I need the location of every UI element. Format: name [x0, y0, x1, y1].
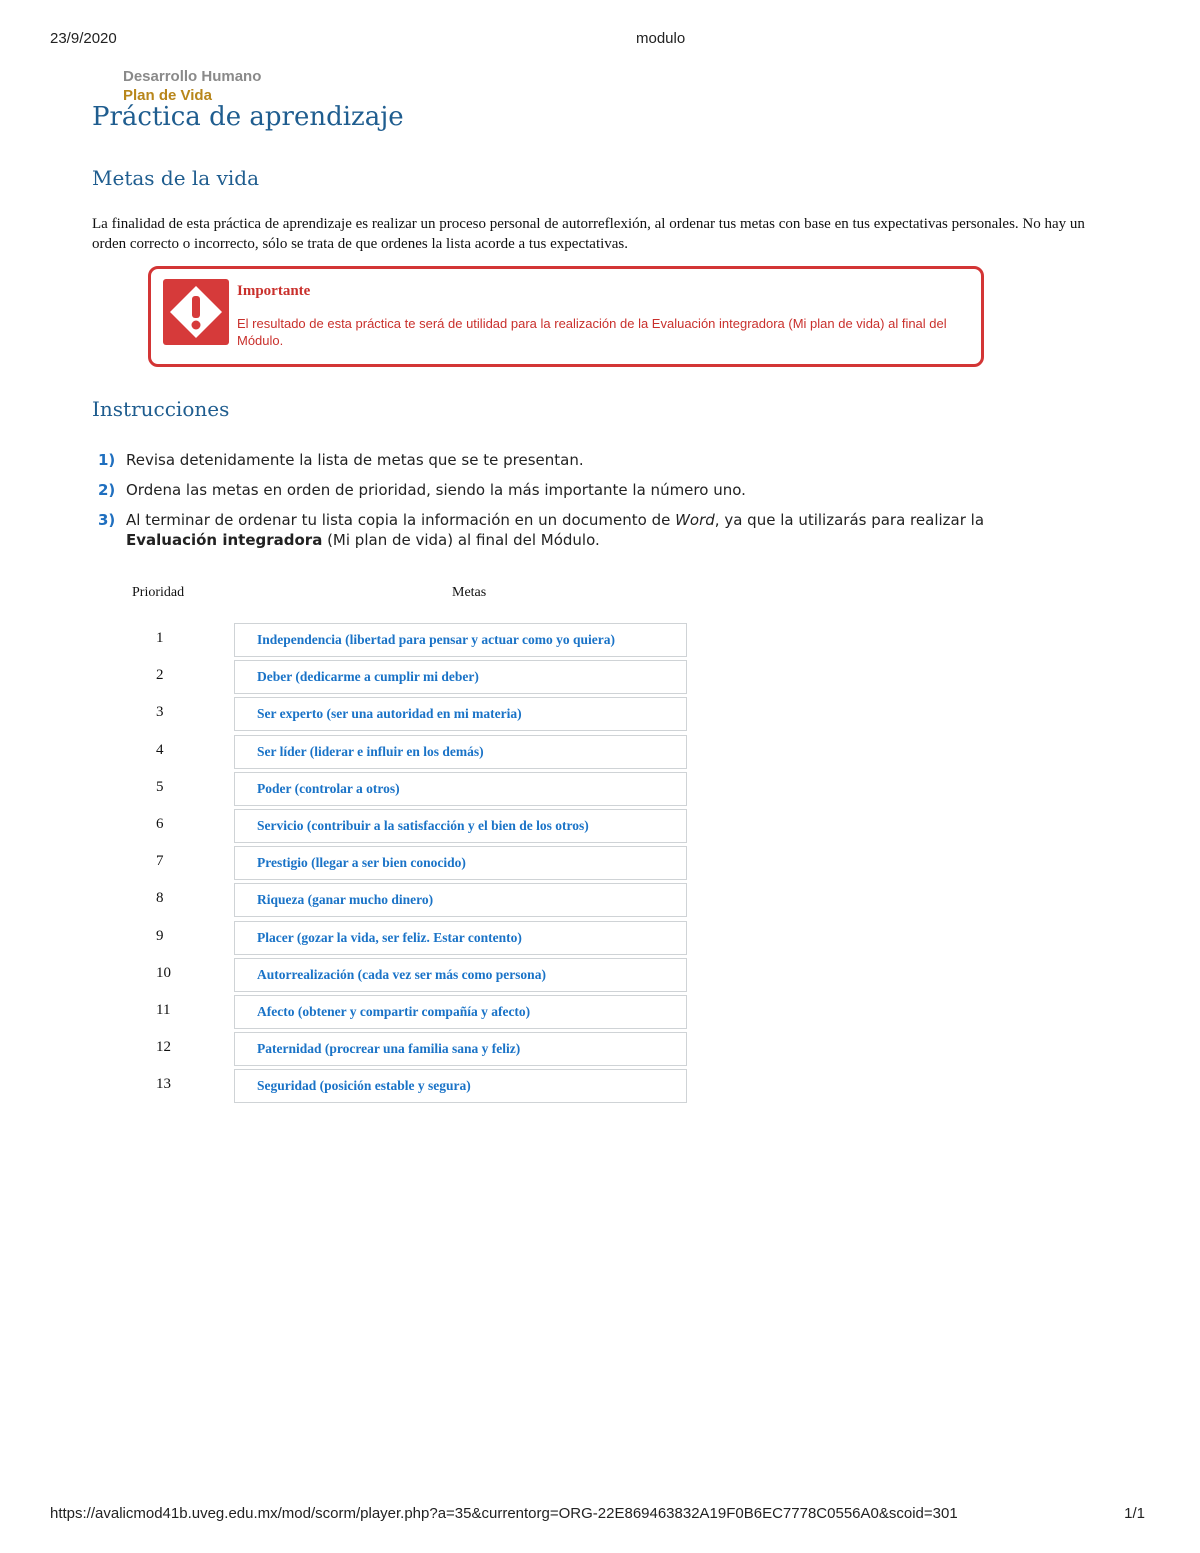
draggable-goal-item[interactable]: Riqueza (ganar mucho dinero) — [234, 883, 687, 917]
draggable-goal-item[interactable]: Poder (controlar a otros) — [234, 772, 687, 806]
draggable-goal-item[interactable]: Deber (dedicarme a cumplir mi deber) — [234, 660, 687, 694]
column-header-goals: Metas — [452, 585, 487, 600]
draggable-goal-item[interactable]: Placer (gozar la vida, ser feliz. Estar contento) — [234, 921, 687, 955]
step-number: 1) — [98, 451, 116, 469]
draggable-goal-item[interactable]: Paternidad (procrear una familia sana y feliz) — [234, 1032, 687, 1066]
module-name: Plan de Vida — [123, 87, 212, 104]
goal-priority-number: 4 — [156, 741, 164, 758]
goal-priority-number: 3 — [156, 704, 164, 721]
step-text: Revisa detenidamente la lista de metas que se te presentan. — [126, 451, 584, 469]
instruction-step — [98, 480, 1058, 500]
print-title: modulo — [636, 30, 686, 47]
callout-text: El resultado de esta práctica te será de utilidad para la realización de la Evaluación integradora (Mi plan de vida) al final del Módulo. — [237, 316, 947, 348]
step-number: 3) — [98, 511, 116, 529]
step-text-start: Al terminar de ordenar tu lista copia la información en un documento de — [126, 511, 676, 529]
course-name: Desarrollo Humano — [123, 68, 262, 85]
goal-priority-number: 10 — [156, 964, 171, 981]
draggable-goal-item[interactable]: Afecto (obtener y compartir compañía y afecto) — [234, 995, 687, 1029]
step-text-end: (Mi plan de vida) al final del Módulo. — [322, 531, 600, 549]
step-number: 2) — [98, 481, 116, 499]
goal-priority-number: 2 — [156, 667, 164, 684]
evaluation-emphasis: Evaluación integradora — [126, 531, 323, 549]
step-text-middle: , ya que la utilizarás para realizar la — [714, 511, 985, 529]
draggable-goal-item[interactable]: Ser líder (liderar e influir en los demás) — [234, 735, 687, 769]
section-title-metas: Metas de la vida — [92, 166, 259, 190]
print-date: 23/9/2020 — [50, 30, 117, 47]
important-callout — [148, 266, 984, 367]
goal-priority-number: 11 — [156, 1001, 171, 1018]
instruction-step — [98, 450, 1058, 470]
instruction-steps — [98, 450, 1058, 560]
instruction-step — [98, 510, 1058, 550]
print-url: https://avalicmod41b.uveg.edu.mx/mod/scorm/player.php?a=35&currentorg=ORG-22E869463832A19F0B6EC7778C0556A0&scoid=301 — [50, 1505, 958, 1522]
word-emphasis: Word — [675, 511, 715, 529]
goal-priority-number: 1 — [156, 630, 164, 646]
step-text: Ordena las metas en orden de prioridad, siendo la más importante la número uno. — [126, 481, 746, 499]
column-header-priority: Prioridad — [132, 585, 185, 600]
page-title: Práctica de aprendizaje — [92, 102, 404, 132]
goal-priority-number: 6 — [156, 815, 164, 832]
print-page-number: 1/1 — [1124, 1505, 1145, 1522]
draggable-goal-item[interactable]: Seguridad (posición estable y segura) — [234, 1069, 687, 1103]
draggable-goal-item[interactable]: Prestigio (llegar a ser bien conocido) — [234, 846, 687, 880]
goal-priority-number: 9 — [156, 927, 164, 944]
callout-heading: Importante — [237, 283, 311, 299]
draggable-goal-item[interactable]: Autorrealización (cada vez ser más como persona) — [234, 958, 687, 992]
warning-diamond-icon — [163, 279, 229, 345]
section-title-instrucciones: Instrucciones — [92, 397, 230, 421]
goal-priority-number: 5 — [156, 778, 164, 795]
draggable-goal-item[interactable]: Independencia (libertad para pensar y actuar como yo quiera) — [234, 623, 687, 657]
draggable-goal-item[interactable]: Servicio (contribuir a la satisfacción y el bien de los otros) — [234, 809, 687, 843]
goal-priority-number: 8 — [156, 890, 164, 907]
intro-paragraph: La finalidad de esta práctica de aprendizaje es realizar un proceso personal de autorreflexión, al ordenar tus metas con base en tus expectativas personales. No hay un orden correcto o incorrecto, sólo se trata de que ordenes la lista acorde a tus expectativas. — [92, 216, 1085, 252]
goal-priority-number: 7 — [156, 853, 164, 870]
goal-priority-number: 12 — [156, 1039, 171, 1056]
goal-priority-number: 13 — [156, 1076, 171, 1093]
draggable-goal-item[interactable]: Ser experto (ser una autoridad en mi materia) — [234, 697, 687, 731]
